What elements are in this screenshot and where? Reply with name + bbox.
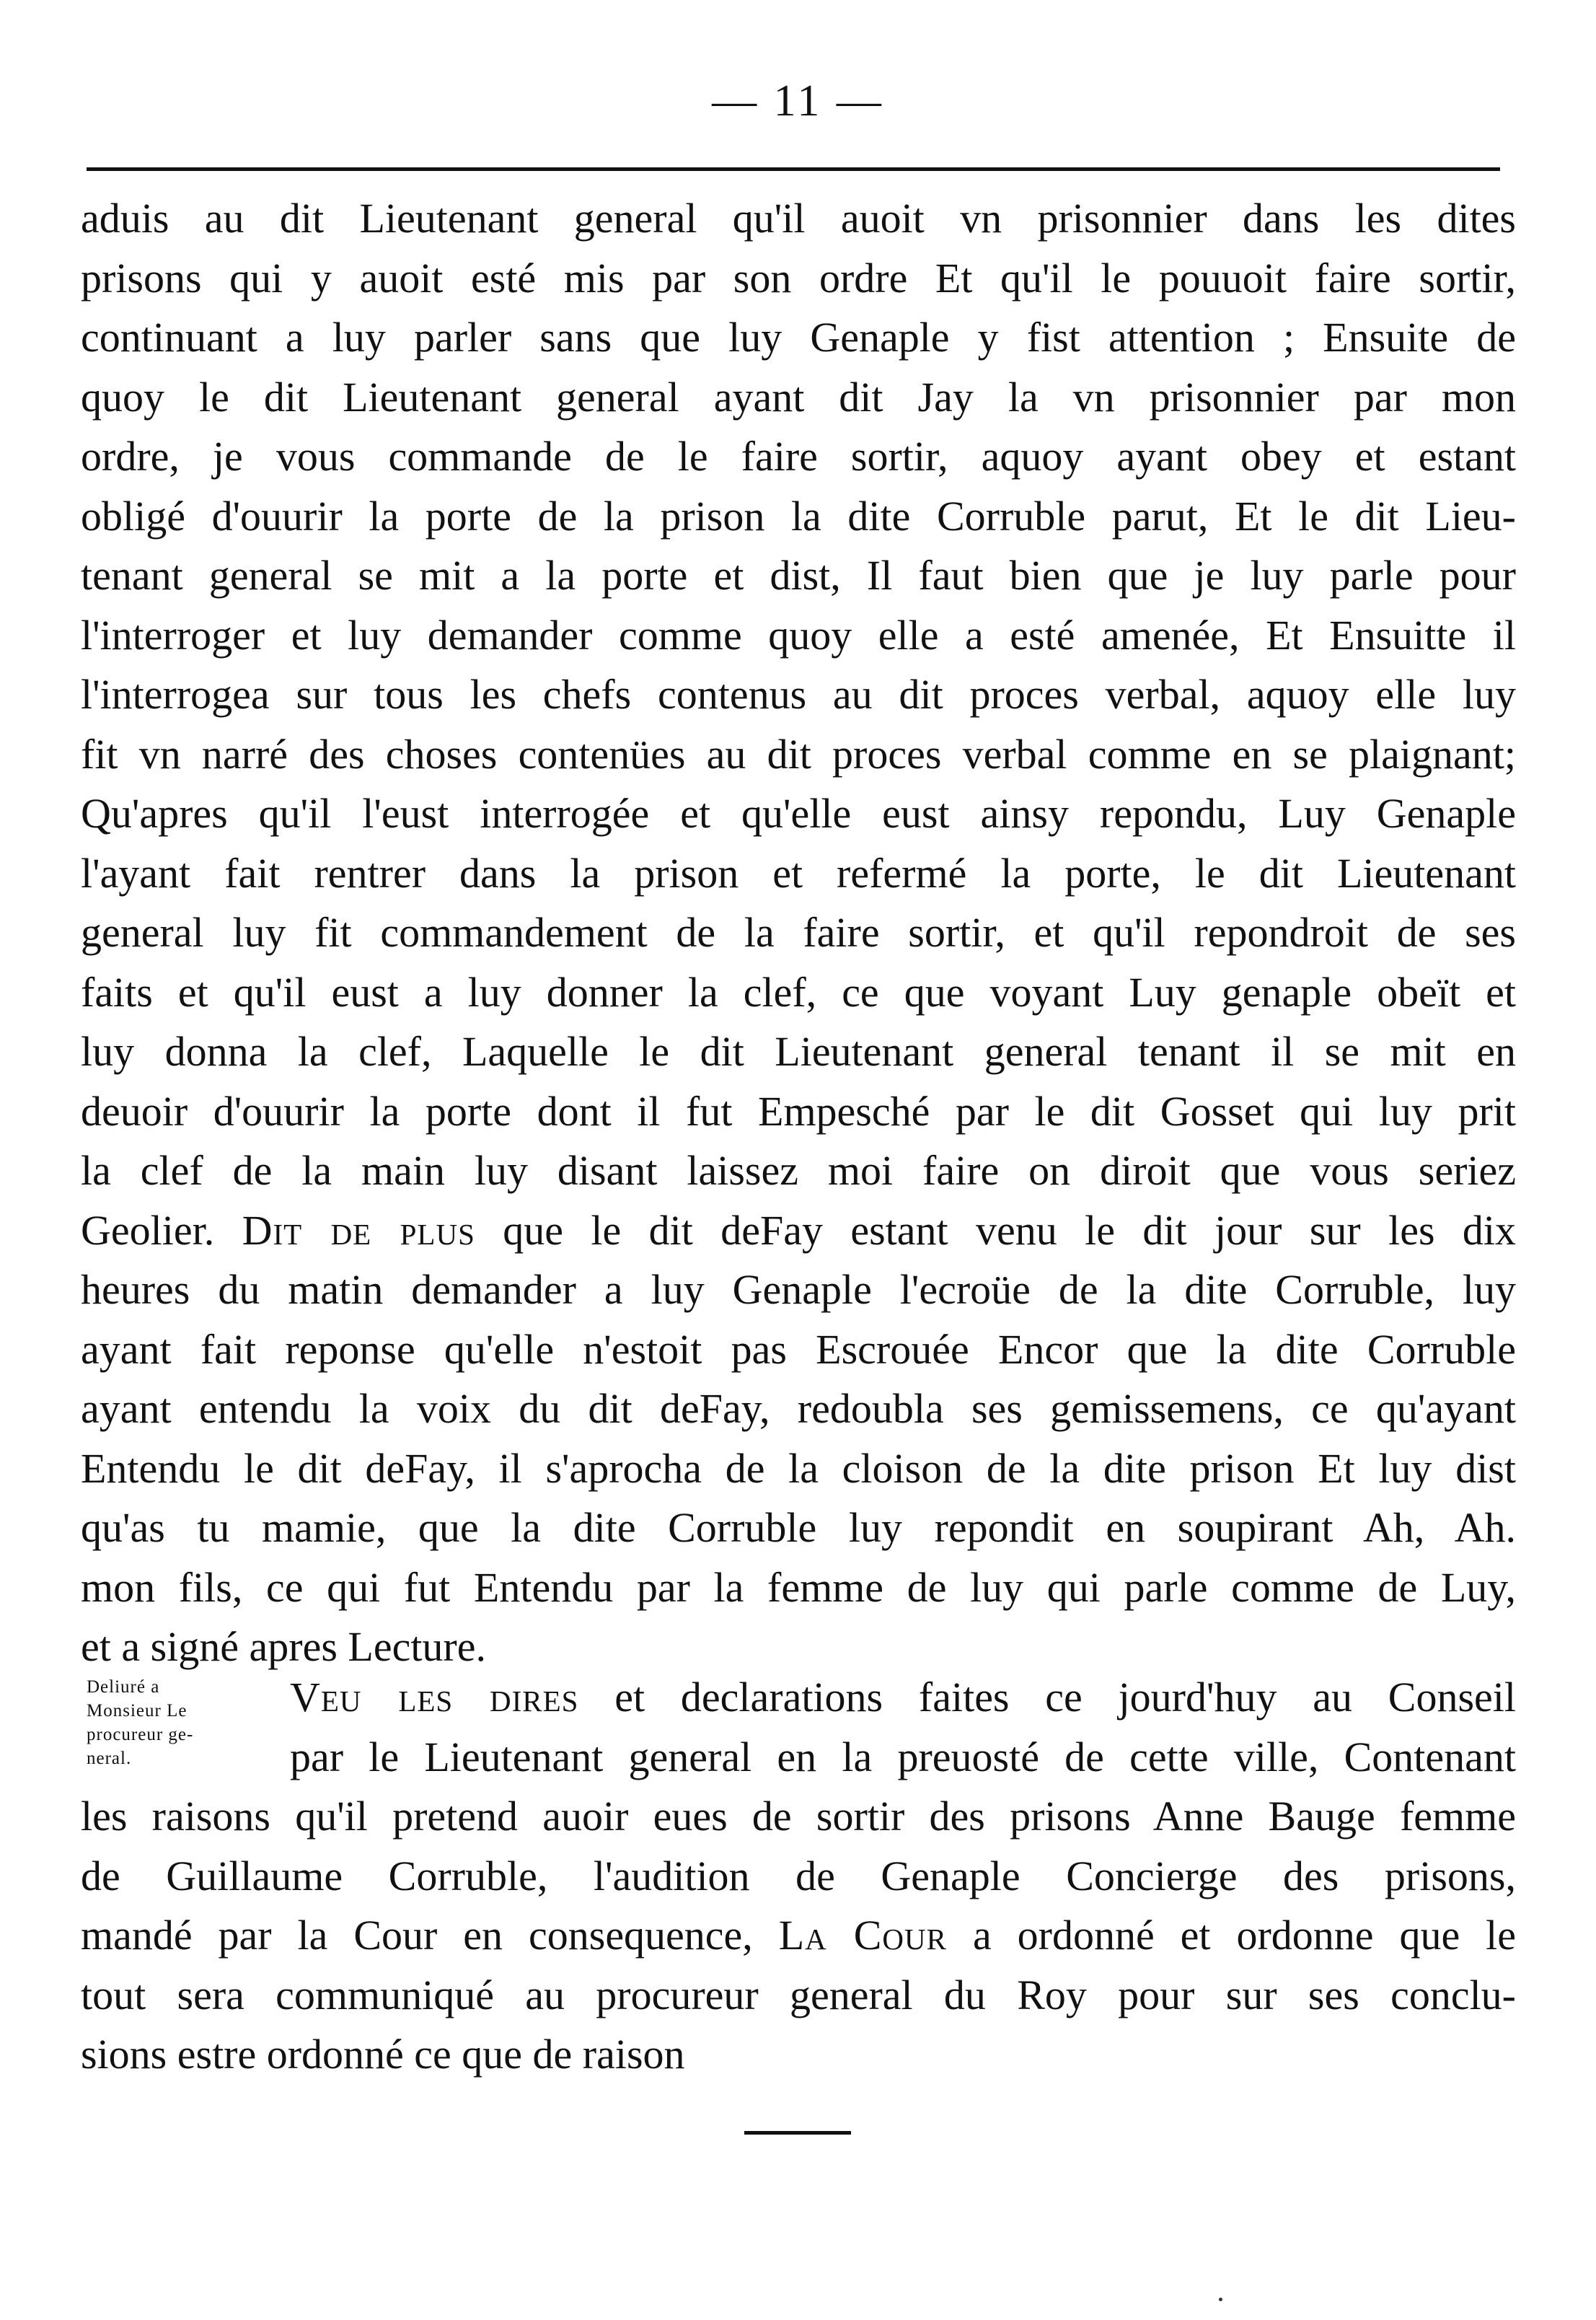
text-line-last: sions estre ordonné ce que de raison xyxy=(81,2031,685,2078)
text-line: l'interrogea sur tous les chefs contenus au dit proces verbal, aquoy elle luy xyxy=(81,671,1516,718)
text-line: deuoir d'ouurir la porte dont il fut Empesché par le dit Gosset qui luy prit xyxy=(81,1087,1516,1135)
text-line: prisons qui y auoit esté mis par son ordre Et qu'il le pouuoit faire sortir, xyxy=(81,254,1516,302)
text-line: ordre, je vous commande de le faire sortir, aquoy ayant obey et estant xyxy=(81,433,1516,480)
text-line-la-cour xyxy=(81,1906,1516,1966)
text-line: general luy fit commandement de la faire sortir, et qu'il repondroit de ses xyxy=(81,909,1516,956)
la-cour-smallcaps: La Cour xyxy=(778,1912,947,1959)
line-rest: a ordonné et ordonne que le xyxy=(972,1912,1517,1959)
line-rest: et declarations faites ce jourd'huy au Conseil xyxy=(614,1674,1517,1721)
margin-note-line: Monsieur Le xyxy=(87,1701,188,1721)
text-line: l'ayant fait rentrer dans la prison et refermé la porte, le dit Lieutenant xyxy=(81,849,1516,897)
paragraph-ruling xyxy=(81,1668,1516,2085)
header-rule xyxy=(87,167,1500,171)
margin-note-line: Deliuré a xyxy=(87,1677,160,1697)
text-line: luy donna la clef, Laquelle le dit Lieutenant general tenant il se mit en xyxy=(81,1028,1516,1075)
text-line: tenant general se mit a la porte et dist, Il faut bien que je luy parle pour xyxy=(81,552,1516,599)
text-line: ayant fait reponse qu'elle n'estoit pas Escrouée Encor que la dite Corruble xyxy=(81,1325,1516,1373)
margin-note-line: neral. xyxy=(87,1749,132,1768)
text-line-dit-de-plus xyxy=(81,1201,1516,1261)
text-line: de Guillaume Corruble, l'audition de Genaple Concierge des prisons, xyxy=(81,1852,1516,1899)
print-speck xyxy=(1219,2298,1222,2301)
margin-note-line: procureur ge- xyxy=(87,1725,194,1744)
text-line: heures du matin demander a luy Genaple l'ecroüe de la dite Corruble, luy xyxy=(81,1266,1516,1313)
text-line: faits et qu'il eust a luy donner la clef, ce que voyant Luy genaple obeït et xyxy=(81,968,1516,1016)
paragraph-deposition xyxy=(81,189,1516,1677)
text-line: continuant a luy parler sans que luy Genaple y fist attention ; Ensuite de xyxy=(81,314,1516,361)
text-line: la clef de la main luy disant laissez moi faire on diroit que vous seriez xyxy=(81,1147,1516,1194)
text-line: aduis au dit Lieutenant general qu'il auoit vn prisonnier dans les dites xyxy=(81,195,1516,242)
line-start: Geolier. xyxy=(81,1206,215,1254)
text-line: ayant entendu la voix du dit deFay, redoubla ses gemissemens, ce qu'ayant xyxy=(81,1385,1516,1432)
footer-rule xyxy=(744,2131,851,2135)
veu-les-dires-smallcaps: Veu les dires xyxy=(290,1674,579,1721)
text-line: Qu'apres qu'il l'eust interrogée et qu'elle eust ainsy repondu, Luy Genaple xyxy=(81,790,1516,837)
text-line-last: et a signé apres Lecture. xyxy=(81,1623,486,1670)
page-number: — 11 — xyxy=(712,76,884,126)
text-line: quoy le dit Lieutenant general ayant dit Jay la vn prisonnier par mon xyxy=(81,373,1516,421)
text-line: l'interroger et luy demander comme quoy elle a esté amenée, Et Ensuitte il xyxy=(81,611,1516,659)
text-line: par le Lieutenant general en la preuosté de cette ville, Contenant xyxy=(290,1733,1516,1780)
line-start: mandé par la Cour en consequence, xyxy=(81,1912,753,1959)
text-line: qu'as tu mamie, que la dite Corruble luy repondit en soupirant Ah, Ah. xyxy=(81,1504,1516,1551)
text-line: mon fils, ce qui fut Entendu par la femme de luy qui parle comme de Luy, xyxy=(81,1563,1516,1611)
text-line: les raisons qu'il pretend auoir eues de sortir des prisons Anne Bauge femme xyxy=(81,1793,1516,1840)
text-line: fit vn narré des choses contenües au dit proces verbal comme en se plaignant; xyxy=(81,730,1516,778)
line-rest: que le dit deFay estant venu le dit jour sur les dix xyxy=(503,1206,1517,1254)
dit-de-plus-smallcaps: Dit de plus xyxy=(242,1206,475,1254)
text-line: Entendu le dit deFay, il s'aprocha de la cloison de la dite prison Et luy dist xyxy=(81,1444,1516,1492)
text-line-veu-les-dires xyxy=(81,1668,1516,1728)
text-line: obligé d'ouurir la porte de la prison la dite Corruble parut, Et le dit Lieu- xyxy=(81,492,1516,540)
text-line: tout sera communiqué au procureur general du Roy pour sur ses conclu- xyxy=(81,1971,1516,2018)
